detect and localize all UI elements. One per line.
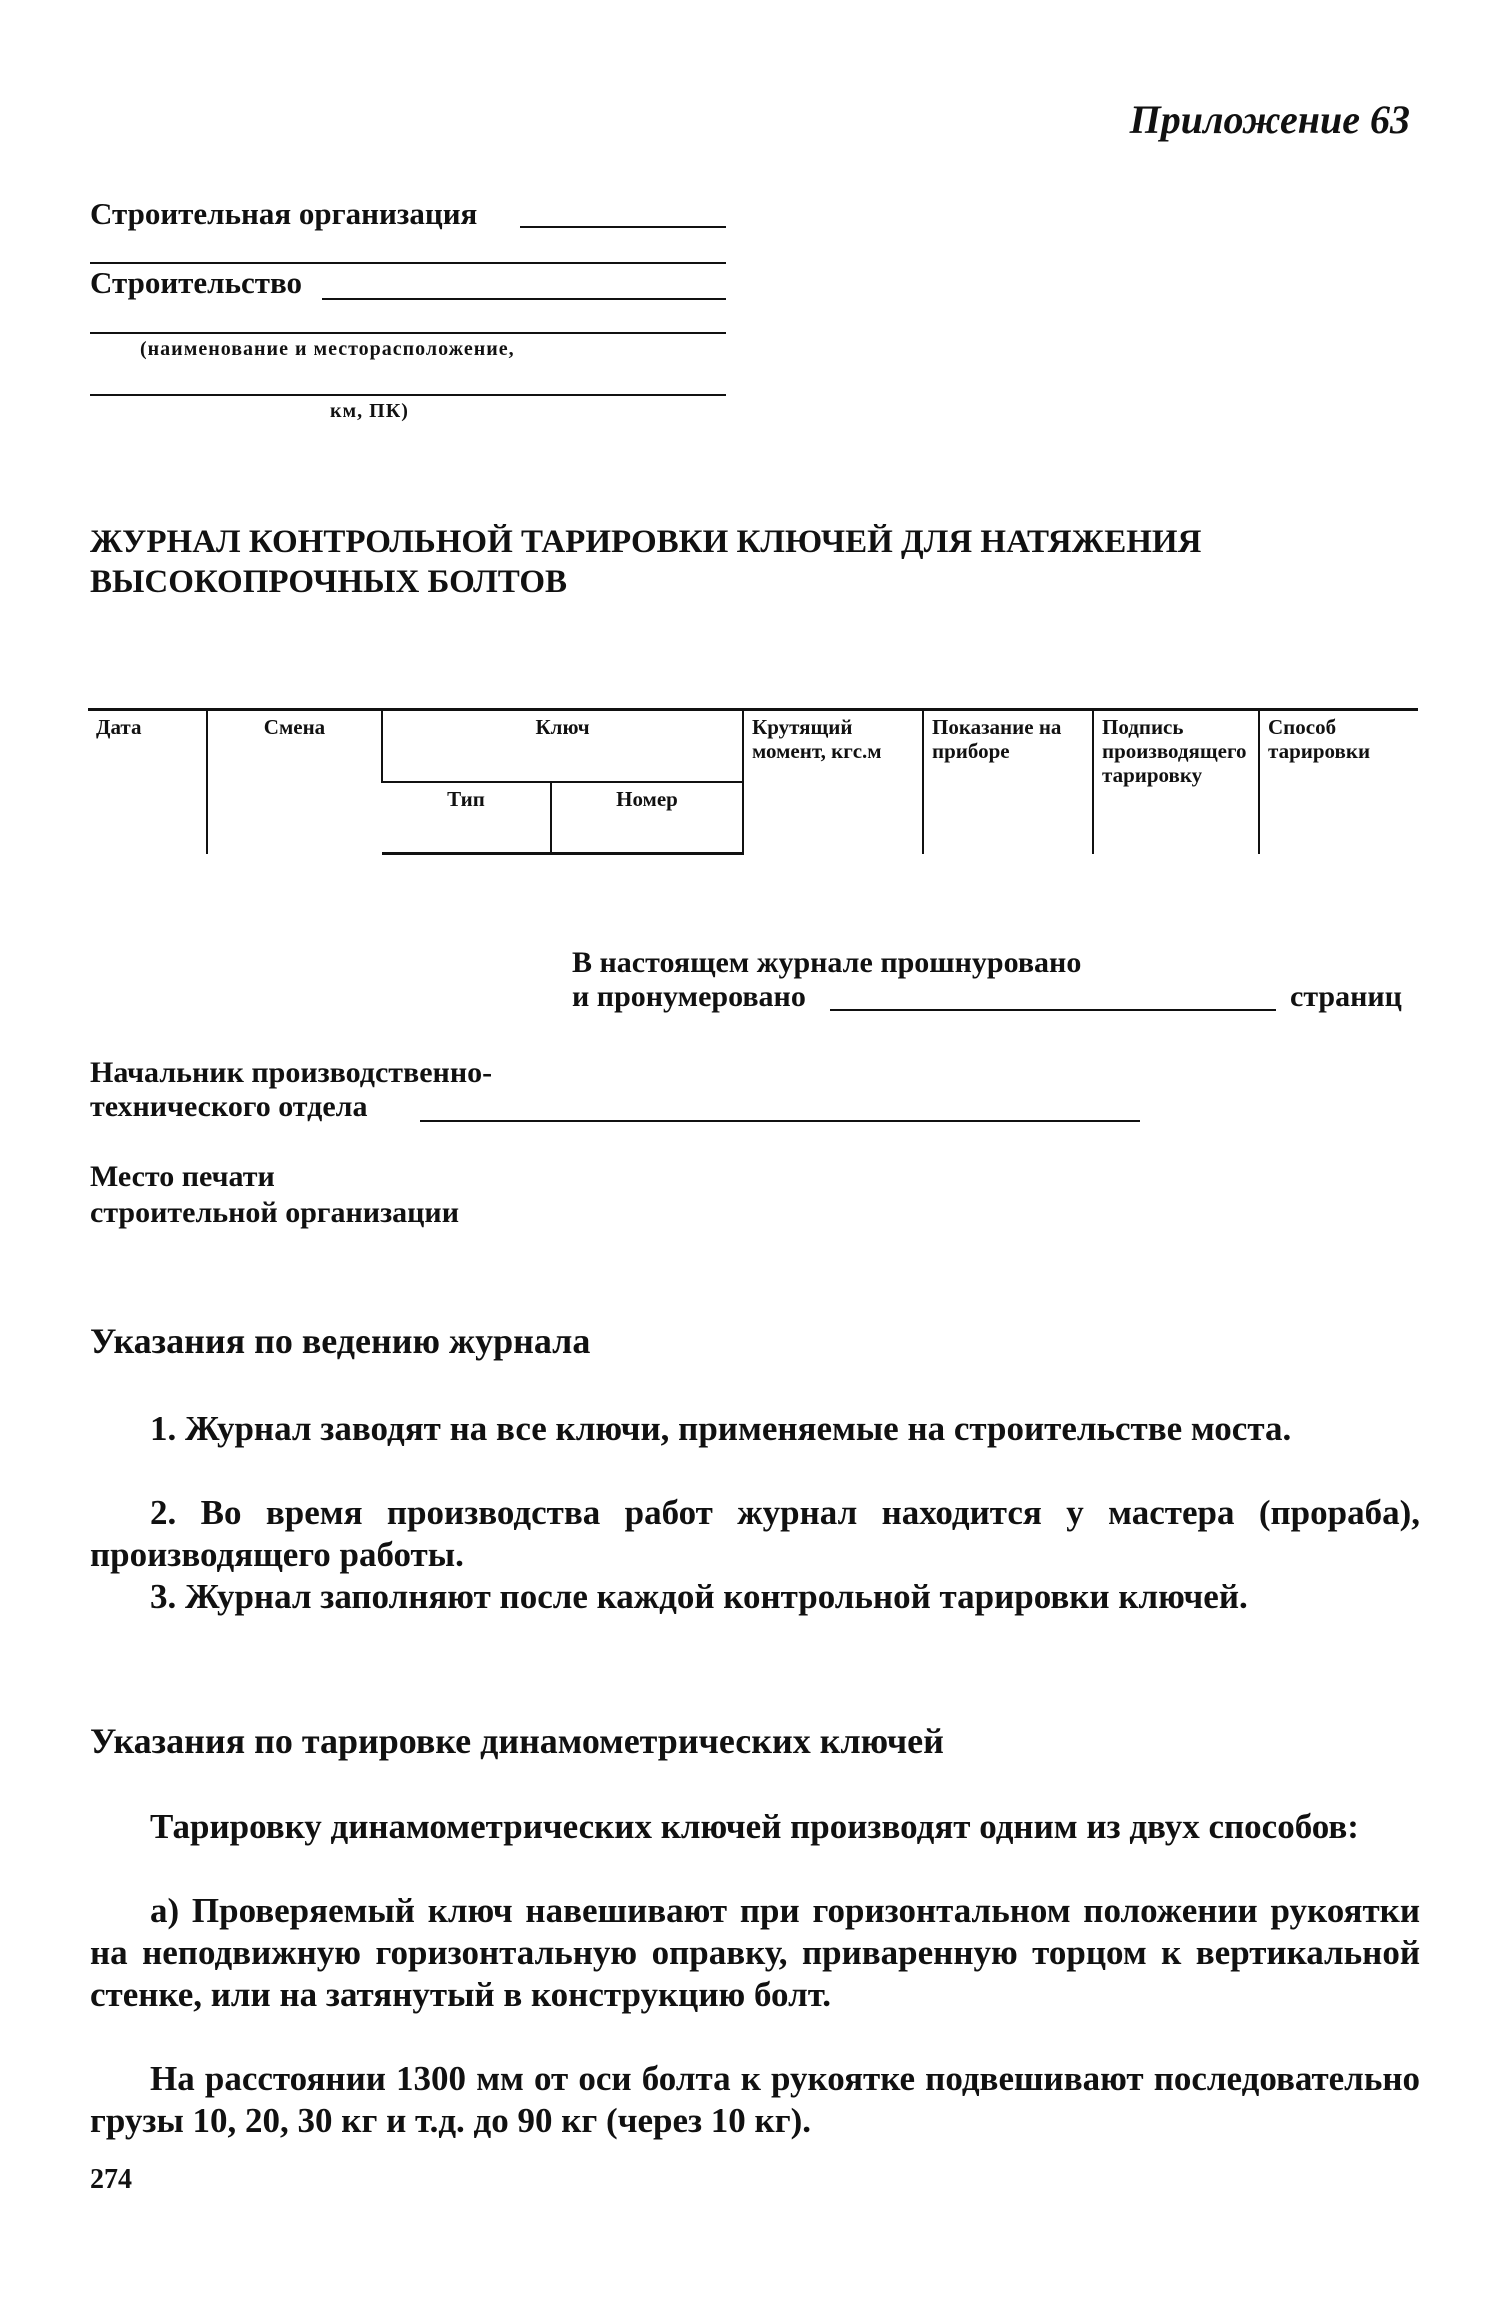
chief-line-2: технического отдела <box>90 1090 368 1123</box>
section-2-para-2: а) Проверяемый ключ навешивают при горизонтальном положении рукоятки на неподвижную горизонтальную оправку, приваренную торцом к вертикальной стенке, или на затянутый в конструкцию болт. <box>90 1891 1420 2014</box>
col-shift: Смена <box>207 710 382 854</box>
laced-pages-fill-line <box>830 1009 1276 1011</box>
laced-line-2-suffix: страниц <box>1290 980 1402 1013</box>
construction-note-1: (наименование и месторасположение, <box>140 338 515 360</box>
org-fill-line <box>520 226 726 228</box>
chief-signature-line <box>420 1120 1140 1122</box>
construction-label: Строительство <box>90 265 302 300</box>
journal-title-line-2: ВЫСОКОПРОЧНЫХ БОЛТОВ <box>90 564 568 600</box>
laced-line-1: В настоящем журнале прошнуровано <box>572 946 1082 979</box>
section-1-item-3: 3. Журнал заполняют после каждой контрольной тарировки ключей. <box>150 1577 1248 1616</box>
section-2-title: Указания по тарировке динамометрических ключей <box>90 1721 944 1761</box>
journal-table <box>88 708 1418 855</box>
col-key-type: Тип <box>382 782 551 854</box>
construction-note-2: км, ПК) <box>330 400 409 422</box>
col-torque: Крутящий момент, кгс.м <box>743 710 923 854</box>
construction-underline-2 <box>90 394 726 396</box>
section-1-item-1: 1. Журнал заводят на все ключи, применяемые на строительстве моста. <box>150 1409 1292 1448</box>
page-number: 274 <box>90 2164 132 2195</box>
seal-line-1: Место печати <box>90 1160 275 1193</box>
col-key: Ключ <box>382 710 743 782</box>
col-date: Дата <box>88 710 207 854</box>
col-reading: Показание на приборе <box>923 710 1093 854</box>
construction-underline <box>90 332 726 334</box>
journal-title <box>90 522 1390 602</box>
org-label: Строительная организация <box>90 196 478 231</box>
journal-title-line-1: ЖУРНАЛ КОНТРОЛЬНОЙ ТАРИРОВКИ КЛЮЧЕЙ ДЛЯ НАТЯЖЕНИЯ <box>90 524 1202 560</box>
construction-fill-line <box>322 298 726 300</box>
section-1-item-2: 2. Во время производства работ журнал находится у мастера (прораба), производящего работы. <box>90 1493 1420 1574</box>
section-2-para-3: На расстоянии 1300 мм от оси болта к рукоятке подвешивают последовательно грузы 10, 20, 30 кг и т.д. до 90 кг (через 10 кг). <box>90 2059 1420 2140</box>
col-signature: Подпись производящего тарировку <box>1093 710 1259 854</box>
appendix-label: Приложение 63 <box>1129 97 1410 142</box>
org-underline <box>90 262 726 264</box>
seal-line-2: строительной организации <box>90 1196 459 1229</box>
section-1-title: Указания по ведению журнала <box>90 1321 591 1361</box>
chief-line-1: Начальник производственно- <box>90 1056 493 1089</box>
col-key-number: Номер <box>551 782 743 854</box>
laced-line-2-prefix: и пронумеровано <box>572 980 806 1013</box>
section-2-para-1: Тарировку динамометрических ключей производят одним из двух способов: <box>150 1807 1359 1846</box>
col-method: Способ тарировки <box>1259 710 1418 854</box>
